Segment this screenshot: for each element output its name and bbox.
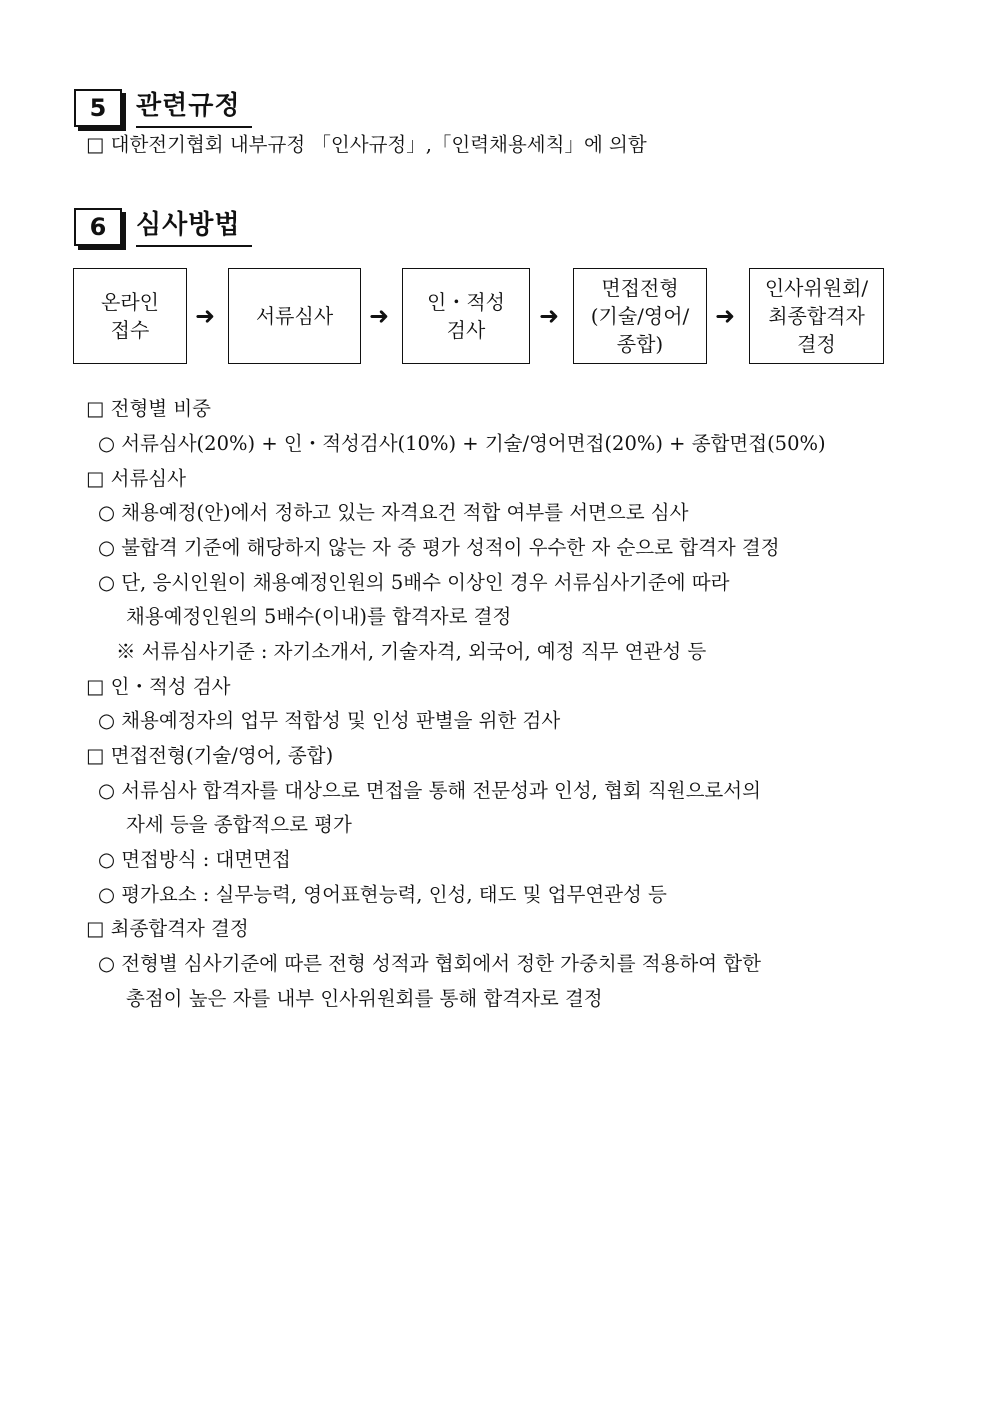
heading-final-decision: □ 최종합격자 결정 (86, 917, 249, 940)
note-item: ※ 서류심사기준 : 자기소개서, 기술자격, 외국어, 예정 직무 연관성 등 (116, 640, 707, 663)
section-6-heading (74, 205, 254, 255)
bullet-item: ○ 채용예정자의 업무 적합성 및 인성 판별을 위한 검사 (98, 709, 561, 732)
bullet-item: ○ 서류심사(20%) + 인・적성검사(10%) + 기술/영어면접(20%) + 종합면접(50%) (98, 432, 826, 455)
arrow-icon: ➜ (369, 302, 390, 330)
section-title: 관련규정 (136, 86, 252, 128)
process-flow (73, 268, 885, 368)
flow-step-online-apply: 온라인 접수 (73, 268, 187, 364)
section-5-heading (74, 86, 254, 136)
arrow-icon: ➜ (195, 302, 216, 330)
heading-weights: □ 전형별 비중 (86, 397, 212, 420)
bullet-item: ○ 채용예정(안)에서 정하고 있는 자격요건 적합 여부를 서면으로 심사 (98, 501, 689, 524)
bullet-item: ○ 평가요소 : 실무능력, 영어표현능력, 인성, 태도 및 업무연관성 등 (98, 883, 667, 906)
bullet-continuation: 채용예정인원의 5배수(이내)를 합격자로 결정 (126, 605, 512, 628)
bullet-item: ○ 불합격 기준에 해당하지 않는 자 중 평가 성적이 우수한 자 순으로 합격자 결정 (98, 536, 780, 559)
arrow-icon: ➜ (539, 302, 560, 330)
bullet-item: ○ 전형별 심사기준에 따른 전형 성적과 협회에서 정한 가중치를 적용하여 합한 (98, 952, 761, 975)
bullet-item: ○ 단, 응시인원이 채용예정인원의 5배수 이상인 경우 서류심사기준에 따라 (98, 571, 730, 594)
section-number: 6 (74, 208, 122, 246)
flow-step-final-decision: 인사위원회/ 최종합격자 결정 (749, 268, 884, 364)
heading-aptitude-test: □ 인・적성 검사 (86, 675, 231, 698)
bullet-item: ○ 면접방식 : 대면면접 (98, 848, 291, 871)
flow-step-interview: 면접전형 (기술/영어/ 종합) (573, 268, 707, 364)
bullet-item: ○ 서류심사 합격자를 대상으로 면접을 통해 전문성과 인성, 협회 직원으로서의 (98, 779, 761, 802)
flow-step-document-review: 서류심사 (228, 268, 361, 364)
heading-interview: □ 면접전형(기술/영어, 종합) (86, 744, 334, 767)
heading-document-review: □ 서류심사 (86, 467, 186, 490)
bullet-continuation: 자세 등을 종합적으로 평가 (126, 813, 352, 836)
section-title: 심사방법 (136, 205, 252, 247)
regulation-line: □ 대한전기협회 내부규정 「인사규정」,「인력채용세칙」에 의함 (86, 133, 647, 156)
bullet-continuation: 총점이 높은 자를 내부 인사위원회를 통해 합격자로 결정 (126, 987, 603, 1010)
flow-step-aptitude-test: 인・적성 검사 (402, 268, 530, 364)
section-number: 5 (74, 89, 122, 127)
arrow-icon: ➜ (715, 302, 736, 330)
